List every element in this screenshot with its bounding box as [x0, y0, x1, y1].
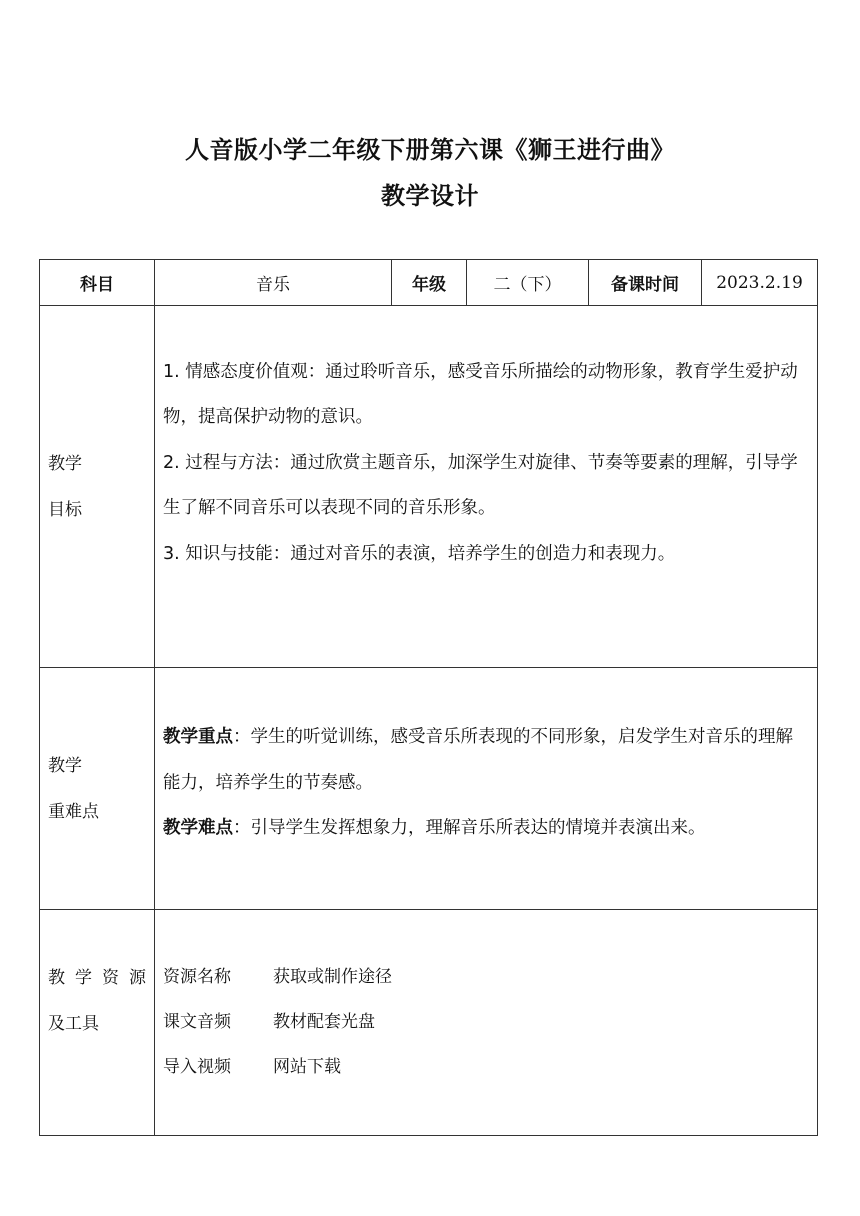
keypoints-label-line2: 重难点 [48, 801, 99, 822]
resources-content [155, 910, 818, 1136]
objectives-label-line2: 目标 [48, 499, 82, 520]
difficult-point-text: ：引导学生发挥想象力，理解音乐所表达的情境并表演出来。 [233, 818, 706, 839]
date-value: 2023.2.19 [702, 260, 818, 306]
lesson-plan-table [39, 259, 818, 1136]
objectives-row [40, 306, 818, 668]
keypoints-row [40, 668, 818, 910]
header-row [40, 260, 818, 306]
objectives-label-line1: 教学 [48, 453, 82, 474]
keypoints-label-line1: 教学 [48, 755, 82, 776]
resource-source: 教材配套光盘 [273, 1012, 375, 1032]
difficult-point-paragraph [163, 806, 809, 852]
subject-label: 科目 [40, 260, 155, 306]
resources-label-cell [40, 910, 155, 1136]
date-label: 备课时间 [589, 260, 702, 306]
document-title: 人音版小学二年级下册第六课《狮王进行曲》 [185, 136, 675, 164]
grade-label: 年级 [392, 260, 467, 306]
objective-item: 1. 情感态度价值观：通过聆听音乐，感受音乐所描绘的动物形象，教育学生爱护动物，提高保护动物的意识。 [163, 361, 798, 428]
resource-source-header: 获取或制作途径 [273, 967, 392, 987]
objectives-label-cell [40, 306, 155, 668]
resources-label-line2: 及工具 [48, 1014, 99, 1034]
key-point-text: ：学生的听觉训练，感受音乐所表现的不同形象，启发学生对音乐的理解能力，培养学生的节奏感。 [163, 727, 793, 793]
subject-value: 音乐 [155, 260, 392, 306]
key-point-paragraph [163, 715, 809, 806]
resource-name-header: 资源名称 [163, 967, 231, 987]
objectives-content [155, 306, 818, 668]
resources-row [40, 910, 818, 1136]
difficult-point-label: 教学难点 [163, 818, 233, 839]
resources-label-line1: 教学资源 [48, 968, 146, 988]
objective-item: 2. 过程与方法：通过欣赏主题音乐，加深学生对旋律、节奏等要素的理解，引导学生了解不同音乐可以表现不同的音乐形象。 [163, 452, 798, 519]
resource-row [163, 1045, 817, 1090]
key-point-label: 教学重点 [163, 727, 233, 748]
keypoints-content [155, 668, 818, 910]
resource-row [163, 1000, 817, 1045]
resource-name: 课文音频 [163, 1012, 231, 1032]
document-subtitle: 教学设计 [381, 182, 479, 210]
keypoints-label-cell [40, 668, 155, 910]
objective-item: 3. 知识与技能：通过对音乐的表演，培养学生的创造力和表现力。 [163, 543, 676, 564]
resource-source: 网站下载 [273, 1057, 341, 1077]
resource-name: 导入视频 [163, 1057, 231, 1077]
grade-value: 二（下） [467, 260, 589, 306]
resources-header-row [163, 955, 817, 1000]
